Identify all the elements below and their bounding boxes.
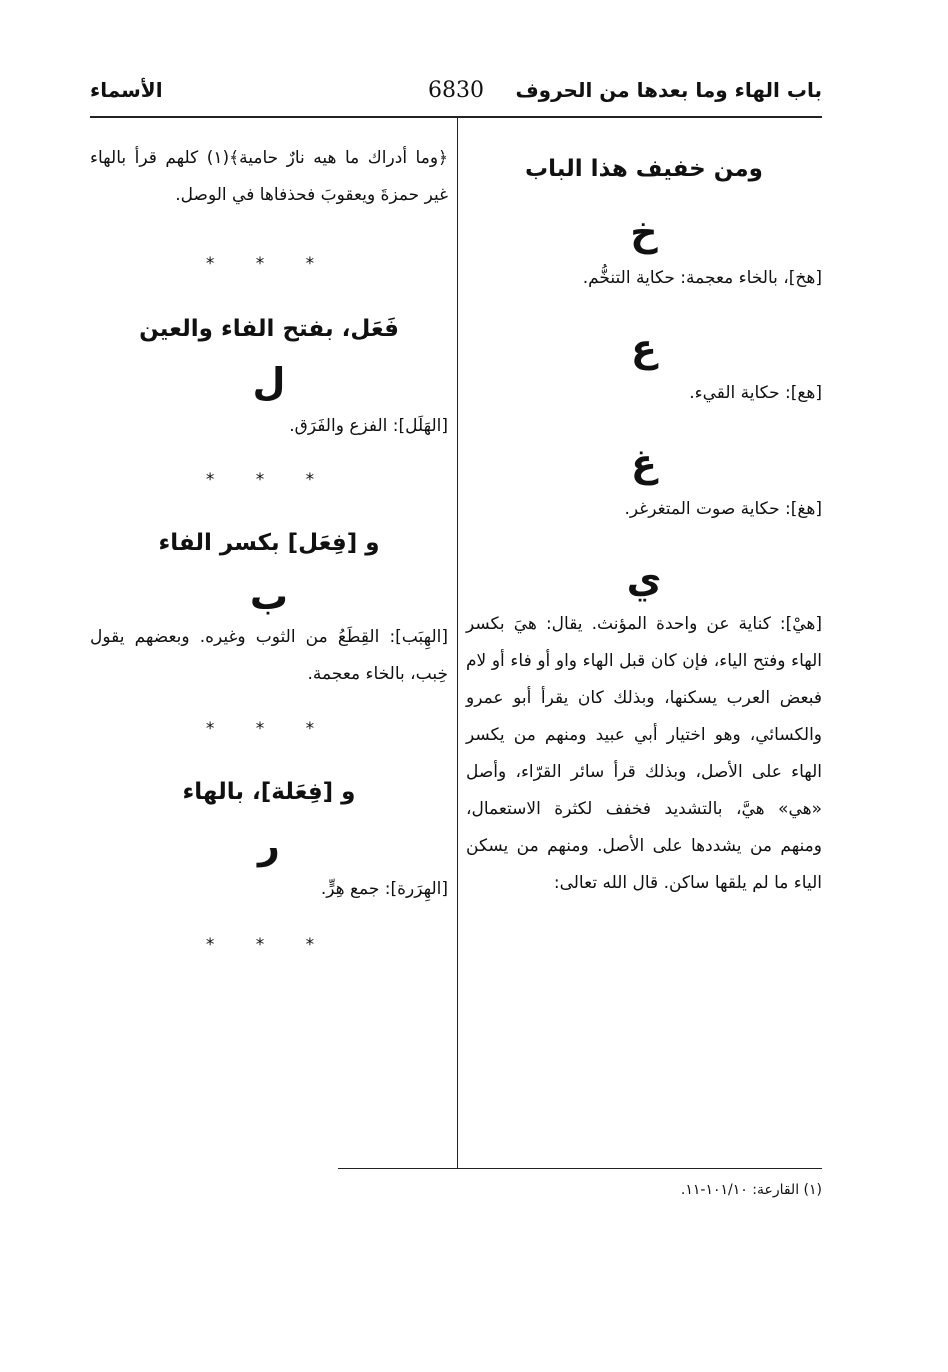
section-heading: و [فِعَلة]، بالهاء (182, 779, 356, 806)
dictionary-entry: [الهِبَب]: القِطَعُ من الثوب وغيره. وبعضهم يقول خِبب، بالخاء معجمة. (90, 627, 448, 685)
dictionary-entry: [الهَلَل]: الفزع والفَرَق. (289, 415, 448, 436)
column-divider (457, 118, 458, 1168)
page-number: 6830 (428, 78, 484, 103)
dictionary-entry: [هيْ]: كناية عن واحدة المؤنث. يقال: هيَ بكسر الهاء وفتح الياء، فإن كان قبل الهاء واو أو فاء أو لام فبعض العرب يسكنها، وبذلك كان يقرأ أبو عمرو والكسائي، وهو اختيار أبي عبيد ومنهم من يكسر الهاء على الأصل، وبذلك قرأ سائر القرّاء، وأصل «هي» هيَّ، بالتشديد فخفف لكثرة الاستعمال، ومنهم من يشددها على الأصل. ومنهم من يسكن الياء ما لم يلقها ساكن. قال الله تعالى: (466, 614, 822, 894)
section-separator: * * * (205, 254, 333, 274)
section-separator: * * * (205, 934, 333, 955)
quran-quote: ﴿وما أدراك ما هيه نارٌ حامية﴾(١) كلهم قرأ بالهاء غير حمزةَ ويعقوبَ فحذفاها في الوصل. (90, 148, 449, 205)
left-column (90, 140, 448, 955)
dictionary-entry: [هع]: حكاية القيء. (689, 383, 822, 404)
section-heading: فَعَل، بفتح الفاء والعين (139, 316, 399, 342)
section-heading: و [فِعَل] بكسر الفاء (158, 529, 380, 556)
section-heading: ومن خفيف هذا الباب (525, 156, 763, 182)
dictionary-entry: [الهِرَرة]: جمع هِرٍّ. (320, 878, 448, 899)
letter-heading: ع (631, 325, 657, 370)
header-rule (90, 116, 822, 118)
letter-heading: ب (249, 573, 289, 618)
section-separator: * * * (205, 469, 333, 490)
letter-heading: ي (626, 556, 662, 601)
page-header (90, 72, 822, 112)
section-separator: * * * (205, 719, 333, 740)
footnote-rule (338, 1168, 822, 1169)
section-title: الأسماء (90, 78, 163, 102)
chapter-title: باب الهاء وما بعدها من الحروف (515, 78, 822, 102)
letter-heading: ر (258, 823, 280, 868)
dictionary-entry: [هغ]: حكاية صوت المتغرغر. (624, 498, 822, 519)
letter-heading: خ (630, 210, 658, 254)
footnote: (١) القارعة: ١٠١/١٠-١١. (680, 1182, 822, 1198)
letter-heading: ل (252, 360, 286, 404)
dictionary-entry: [هخ]، بالخاء معجمة: حكاية التنخُّم. (582, 267, 822, 288)
letter-heading: غ (631, 441, 657, 486)
right-column (466, 140, 822, 902)
